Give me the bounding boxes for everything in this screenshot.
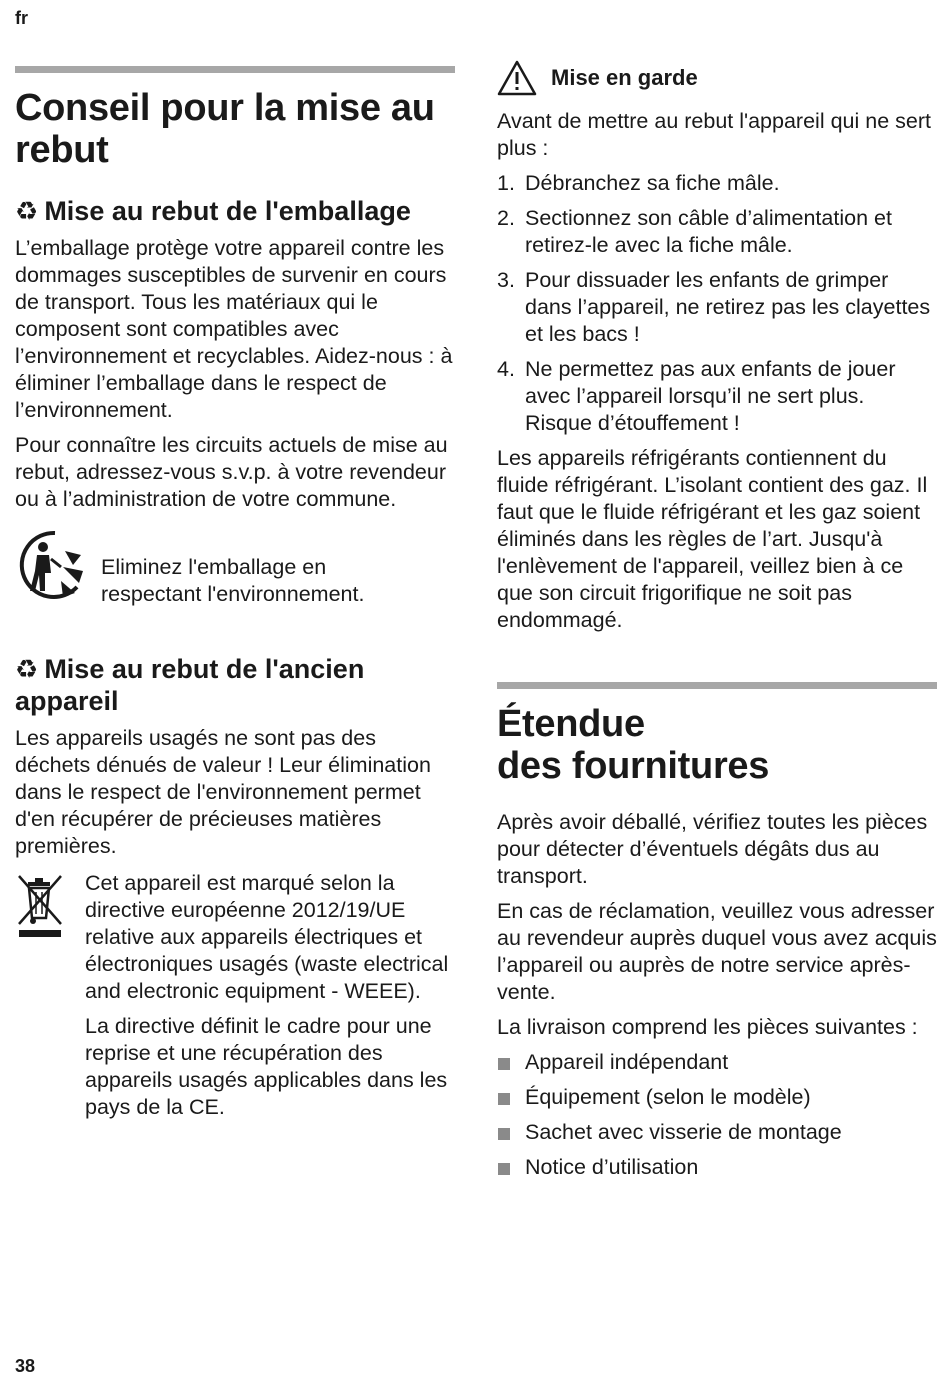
list-item: [497, 205, 937, 259]
packaging-paragraph-1: L’emballage protège votre appareil contre les dommages susceptibles de survenir en cours de transport. Tous les matériaux qui le composent sont compatibles avec l’environnement et recyclables. Aidez-nous : à éliminer l’emballage dans le respect de l’environnement.: [15, 236, 453, 422]
bullet-square-icon: [498, 1128, 510, 1140]
weee-block: [15, 870, 455, 1121]
packaging-icon-note: [15, 527, 455, 623]
scope-title-line-2: des fournitures: [497, 745, 770, 787]
scope-title-line-1: Étendue: [497, 703, 645, 745]
list-item: [497, 267, 937, 348]
right-column: [497, 0, 937, 1189]
step-text: Pour dissuader les enfants de grimper dans l’appareil, ne retirez pas les clayettes et les bacs !: [525, 268, 931, 346]
refrigerant-paragraph: Les appareils réfrigérants contiennent du fluide réfrigérant. L’isolant contient des gaz. Il faut que le fluide réfrigérant et les gaz soient éliminés dans les règles de l’art. Jusqu'à l'enlèvement de l'appareil, veillez bien à ce que son circuit frigorifique ne soit pas endommagé.: [497, 446, 928, 632]
bullet-square-icon: [498, 1163, 510, 1175]
packaging-heading-text: Mise au rebut de l'emballage: [44, 196, 411, 226]
list-item: [497, 1084, 937, 1111]
step-text: Ne permettez pas aux enfants de jouer avec l’appareil lorsqu’il ne sert plus. Risque d’étouffement !: [525, 357, 896, 435]
list-item: [497, 1049, 937, 1076]
warning-heading-text: Mise en garde: [551, 65, 698, 90]
left-column: [15, 0, 455, 1121]
scope-paragraph-3: La livraison comprend les pièces suivantes :: [497, 1015, 918, 1039]
warning-intro: Avant de mettre au rebut l'appareil qui ne sert plus :: [497, 109, 931, 160]
scope-paragraph-2: En cas de réclamation, veuillez vous adresser au revendeur auprès duquel vous avez acquis l’appareil ou auprès de notre service après-vente.: [497, 899, 937, 1004]
packaging-icon-text: Eliminez l'emballage en respectant l'environnement.: [101, 555, 365, 606]
step-number: 3.: [497, 268, 515, 292]
crossed-out-bin-icon: [15, 872, 65, 940]
section-rule: [497, 682, 937, 689]
warning-heading: [497, 60, 937, 96]
packaging-heading: [15, 195, 455, 227]
bullet-square-icon: [498, 1058, 510, 1070]
page-title: Conseil pour la mise au rebut: [15, 87, 435, 171]
section-rule: [15, 66, 455, 73]
language-code: fr: [15, 8, 28, 28]
scope-paragraph-1: Après avoir déballé, vérifiez toutes les pièces pour détecter d’éventuels dégâts dus au transport.: [497, 810, 928, 888]
old-appliance-paragraph: Les appareils usagés ne sont pas des déchets dénués de valeur ! Leur élimination dans le respect de l'environnement permet d'en récupérer de précieuses matières premières.: [15, 726, 431, 858]
recycle-icon: ♻: [15, 654, 39, 684]
list-item: [497, 1154, 937, 1181]
warning-steps: [497, 170, 937, 437]
list-item: [497, 170, 937, 197]
step-number: 1.: [497, 171, 515, 195]
list-item: [497, 1119, 937, 1146]
weee-paragraph-2: La directive définit le cadre pour une reprise et une récupération des appareils usagés applicables dans les pays de la CE.: [85, 1014, 448, 1119]
page-number: 38: [15, 1356, 36, 1376]
step-number: 4.: [497, 357, 515, 381]
packaging-paragraph-2: Pour connaître les circuits actuels de mise au rebut, adressez-vous s.v.p. à votre revendeur ou à l’administration de votre commune.: [15, 433, 448, 511]
triman-recycling-icon: [15, 527, 91, 603]
warning-triangle-icon: [497, 60, 537, 96]
step-text: Débranchez sa fiche mâle.: [525, 171, 780, 195]
recycle-icon: ♻: [15, 196, 39, 226]
step-number: 2.: [497, 206, 515, 230]
delivery-items: [497, 1049, 937, 1181]
item-text: Équipement (selon le modèle): [525, 1085, 811, 1109]
weee-paragraph-1: Cet appareil est marqué selon la directive européenne 2012/19/UE relative aux appareils électriques et électroniques usagés (waste electrical and electronic equipment - WEEE).: [85, 871, 449, 1003]
item-text: Appareil indépendant: [525, 1050, 729, 1074]
item-text: Sachet avec visserie de montage: [525, 1120, 842, 1144]
bullet-square-icon: [498, 1093, 510, 1105]
old-appliance-heading: [15, 653, 455, 717]
old-appliance-heading-text: Mise au rebut de l'ancien appareil: [15, 654, 365, 716]
list-item: [497, 356, 937, 437]
item-text: Notice d’utilisation: [525, 1155, 699, 1179]
step-text: Sectionnez son câble d’alimentation et retirez-le avec la fiche mâle.: [525, 206, 892, 257]
scope-title: [497, 703, 937, 787]
